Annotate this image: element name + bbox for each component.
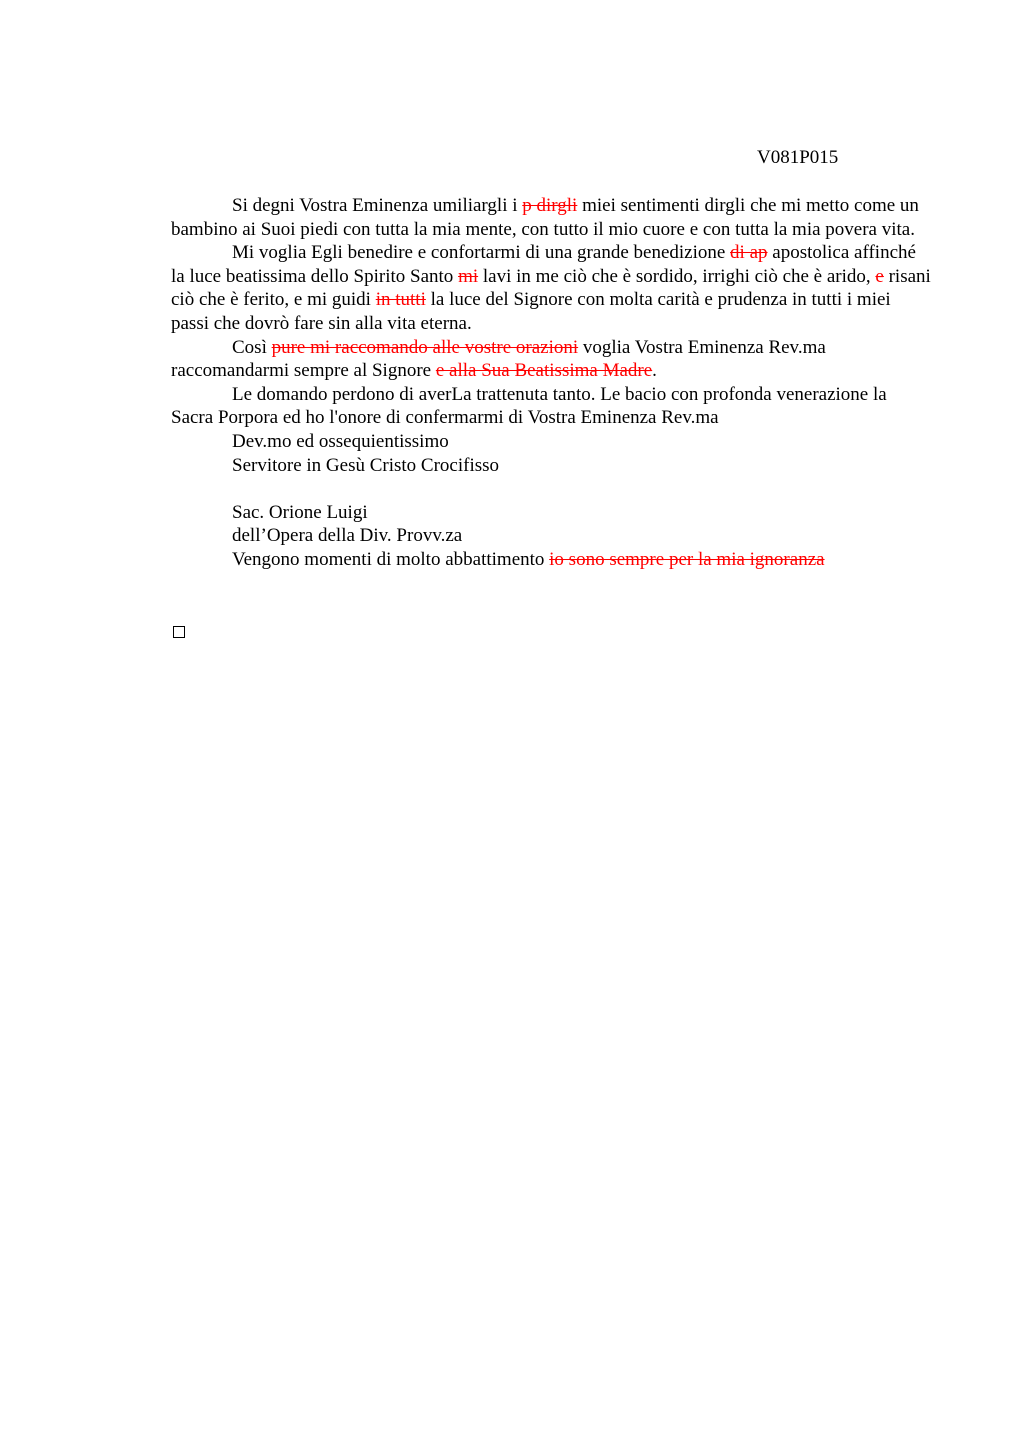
letter-body (171, 194, 931, 572)
text-segment: Così (232, 336, 272, 358)
deleted-text: io sono sempre per la mia ignoranza (549, 548, 825, 570)
deleted-text: e alla Sua Beatissima Madre (435, 360, 653, 382)
postscript (171, 548, 931, 572)
text-segment: lavi in me ciò che è sordido, irrighi ciò che è arido, (478, 265, 876, 287)
closing-line-2: Servitore in Gesù Cristo Crocifisso (232, 454, 500, 476)
deleted-text: pure mi raccomando alle vostre orazioni (271, 336, 579, 358)
text-segment: voglia Vostra Eminenza Rev.ma raccomandarmi sempre al Signore (171, 336, 826, 382)
closing-line-1: Dev.mo ed ossequientissimo (232, 430, 449, 452)
paragraph-recommendation (171, 336, 931, 383)
spacer (171, 477, 931, 501)
paragraph-benediction (171, 241, 931, 335)
text-segment: miei sentimenti dirgli che mi metto come un bambino ai Suoi piedi con tutta la mia mente, con tutto il mio cuore e con tutta la mia povera vita. (171, 195, 919, 240)
text-segment: Si degni Vostra Eminenza umiliargli i (232, 195, 523, 216)
text-segment: risani ciò che è ferito, e mi guidi (171, 265, 931, 311)
text-segment: Mi voglia Egli benedire e confortarmi di una grande benedizione (232, 242, 731, 264)
text-segment: apostolica affinché la luce beatissima dello Spirito Santo (171, 242, 916, 287)
deleted-text: mi (458, 265, 479, 287)
deleted-text: p dirgli (522, 195, 578, 216)
signature-organization: dell’Opera della Div. Provv.za (232, 525, 463, 547)
deleted-text: di ap (730, 242, 768, 264)
deleted-text: e (875, 265, 884, 287)
text-segment: . (652, 360, 657, 382)
postscript-text: Vengono momenti di molto abbattimento (232, 548, 550, 570)
text-segment: Le domando perdono di averLa trattenuta tanto. Le bacio con profonda venerazione la Sacra Porpora ed ho l'onore di confermarmi di Vostra Eminenza Rev.ma (171, 383, 887, 429)
end-marker-box (173, 626, 185, 638)
paragraph-apology (171, 383, 931, 430)
paragraph-blessing-request (171, 194, 931, 241)
text-segment: la luce del Signore con molta carità e prudenza in tutti i miei passi che dovrò fare sin alla vita eterna. (171, 289, 891, 334)
signature-name: Sac. Orione Luigi (232, 501, 368, 523)
page-reference: V081P015 (757, 147, 839, 168)
deleted-text: in tutti (375, 289, 426, 311)
